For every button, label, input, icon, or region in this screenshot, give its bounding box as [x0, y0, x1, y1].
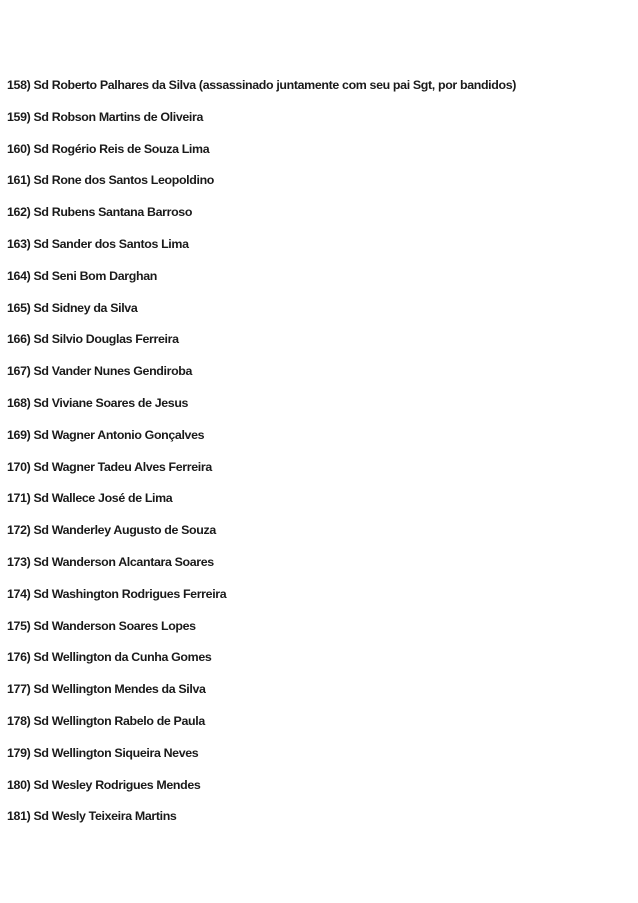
list-item: 174) Sd Washington Rodrigues Ferreira: [7, 586, 227, 601]
list-item: 166) Sd Silvio Douglas Ferreira: [7, 332, 179, 347]
name-list: [7, 75, 516, 838]
list-item: 159) Sd Robson Martins de Oliveira: [7, 109, 204, 124]
list-item: 168) Sd Viviane Soares de Jesus: [7, 395, 189, 410]
list-item: 165) Sd Sidney da Silva: [7, 300, 138, 315]
list-item: 179) Sd Wellington Siqueira Neves: [7, 745, 199, 760]
list-item: 172) Sd Wanderley Augusto de Souza: [7, 523, 216, 538]
list-item: 167) Sd Vander Nunes Gendiroba: [7, 364, 193, 379]
list-item: 164) Sd Seni Bom Darghan: [7, 268, 157, 283]
list-item: 158) Sd Roberto Palhares da Silva (assassinado juntamente com seu pai Sgt, por bandidos): [7, 78, 517, 92]
list-item: 169) Sd Wagner Antonio Gonçalves: [7, 427, 205, 442]
list-item: 177) Sd Wellington Mendes da Silva: [7, 682, 206, 697]
list-item: 173) Sd Wanderson Alcantara Soares: [7, 554, 214, 569]
list-item: 175) Sd Wanderson Soares Lopes: [7, 618, 196, 633]
list-item: 180) Sd Wesley Rodrigues Mendes: [7, 777, 201, 792]
list-item: 160) Sd Rogério Reis de Souza Lima: [7, 141, 210, 156]
list-item: 171) Sd Wallece José de Lima: [7, 491, 173, 506]
list-item: 178) Sd Wellington Rabelo de Paula: [7, 713, 205, 728]
list-item: 163) Sd Sander dos Santos Lima: [7, 236, 189, 251]
list-item: 176) Sd Wellington da Cunha Gomes: [7, 650, 212, 665]
list-item: 161) Sd Rone dos Santos Leopoldino: [7, 173, 215, 188]
list-item: 170) Sd Wagner Tadeu Alves Ferreira: [7, 459, 212, 474]
list-item: 181) Sd Wesly Teixeira Martins: [7, 809, 177, 824]
list-item: 162) Sd Rubens Santana Barroso: [7, 205, 193, 220]
